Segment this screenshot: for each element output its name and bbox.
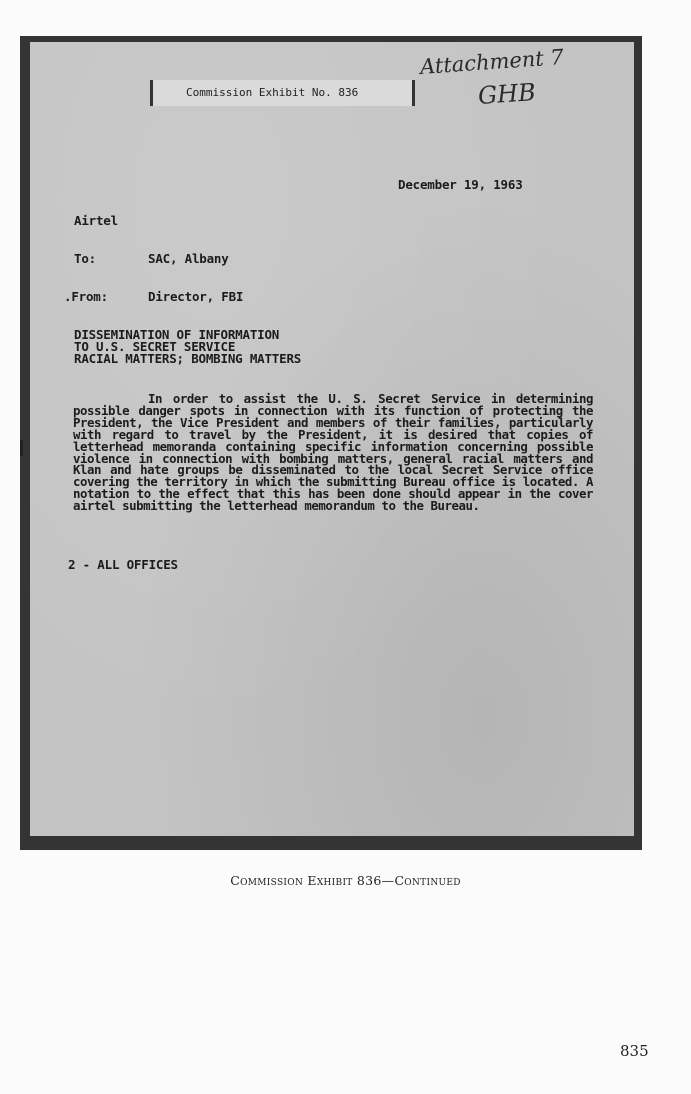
- from-value: Director, FBI: [148, 289, 244, 304]
- distribution: 2 - ALL OFFICES: [68, 557, 178, 572]
- exhibit-label: Commission Exhibit No. 836: [186, 86, 359, 99]
- memo-type: Airtel: [74, 213, 118, 228]
- handwritten-attachment-note: Attachment 7: [419, 45, 565, 79]
- page-number: 835: [620, 1042, 649, 1060]
- to-value: SAC, Albany: [148, 251, 229, 266]
- subject-line-2: TO U.S. SECRET SERVICE: [74, 339, 236, 354]
- memo-body: In order to assist the U. S. Secret Service in determining possible danger spots in connection with its function of protecting the President, the Vice President and members of their families, particularly with regard to travel by the President, it is desired that copies of letterhead memoranda containing specific information concerning possible violence in connection with bombing matters, general racial matters and Klan and hate groups be disseminated to the local Secret Service office covering the territory in which the submitting Bureau office is located. A notation to the effect that this has been done should appear in the cover airtel submitting the letterhead memorandum to the Bureau.: [73, 391, 593, 514]
- memo-date: December 19, 1963: [398, 177, 523, 192]
- edge-mark: [20, 440, 23, 456]
- exhibit-caption: Commission Exhibit 836—Continued: [230, 873, 461, 888]
- handwritten-initials: GHB: [477, 78, 537, 110]
- from-label: .From:: [64, 289, 108, 304]
- to-label: To:: [74, 251, 96, 266]
- subject-line-3: RACIAL MATTERS; BOMBING MATTERS: [74, 351, 302, 366]
- subject-line-1: DISSEMINATION OF INFORMATION: [74, 327, 280, 342]
